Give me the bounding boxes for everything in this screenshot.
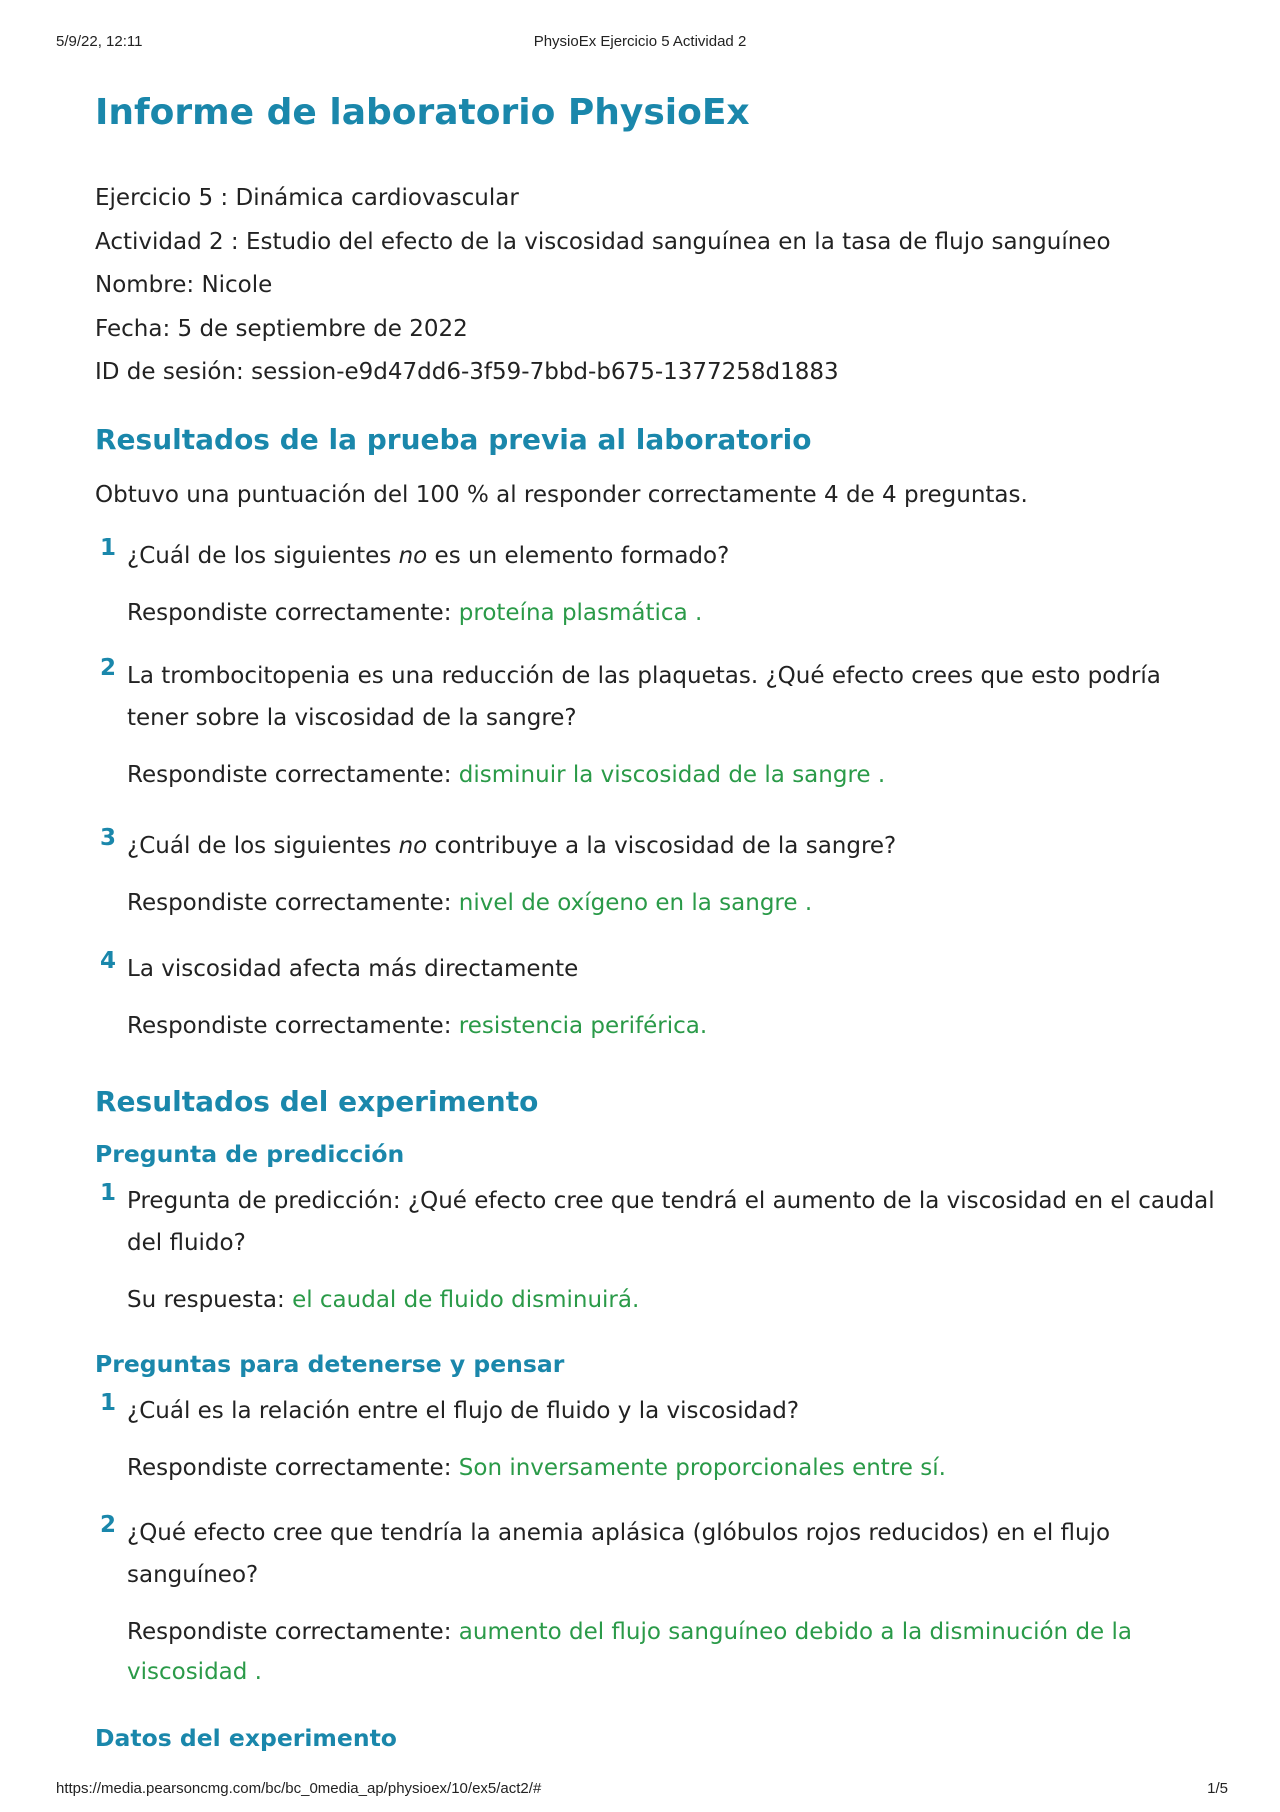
prediction-question [95,1180,1220,1320]
prelab-heading: Resultados de la prueba previa al laboratorio [95,423,812,456]
answer-value: el caudal de fluido disminuirá. [292,1287,640,1313]
answer-label: Respondiste correctamente: [127,762,452,788]
question-number: 2 [100,655,117,681]
prelab-question [95,825,1220,923]
exercise-line: Ejercicio 5 : Dinámica cardiovascular [95,185,519,211]
answer-value: aumento del flujo sanguíneo debido a la disminución de la viscosidad . [127,1619,1132,1685]
experiment-heading: Resultados del experimento [95,1085,539,1118]
stop-think-question [95,1512,1220,1692]
question-answer [127,1280,1220,1320]
answer-label: Respondiste correctamente: [127,890,452,916]
question-number: 1 [100,535,117,561]
answer-value: nivel de oxígeno en la sangre . [458,890,813,916]
experiment-data-heading: Datos del experimento [95,1724,397,1752]
stop-think-heading: Preguntas para detenerse y pensar [95,1350,565,1378]
question-number: 2 [100,1512,117,1538]
question-number: 3 [100,825,117,851]
stop-think-question [95,1390,1220,1488]
question-answer [127,593,1220,633]
question-answer [127,755,1220,795]
answer-label: Respondiste correctamente: [127,1013,452,1039]
answer-value: proteína plasmática . [458,600,703,626]
report-title: Informe de laboratorio PhysioEx [95,92,750,133]
answer-value: resistencia periférica. [458,1013,708,1039]
answer-label: Respondiste correctamente: [127,1619,452,1645]
print-page-title: PhysioEx Ejercicio 5 Actividad 2 [533,33,747,50]
print-datetime: 5/9/22, 12:11 [56,33,143,50]
name-line: Nombre: Nicole [95,272,273,298]
print-header [0,33,1280,53]
question-text: La viscosidad afecta más directamente [127,956,579,982]
answer-value: disminuir la viscosidad de la sangre . [458,762,886,788]
print-url: https://media.pearsoncmg.com/bc/bc_0media_ap/physioex/10/ex5/act2/# [56,1780,542,1797]
question-text: ¿Cuál es la relación entre el flujo de fluido y la viscosidad? [127,1398,800,1424]
question-answer [127,1006,1220,1046]
activity-line: Actividad 2 : Estudio del efecto de la viscosidad sanguínea en la tasa de flujo sanguíneo [95,228,1111,255]
question-text: ¿Cuál de los siguientes no contribuye a la viscosidad de la sangre? [127,833,897,859]
date-line: Fecha: 5 de septiembre de 2022 [95,315,468,342]
prelab-question [95,655,1220,795]
print-page-number: 1/5 [1207,1780,1228,1797]
question-number: 1 [100,1180,117,1206]
prediction-heading: Pregunta de predicción [95,1140,405,1168]
answer-label: Su respuesta: [127,1287,285,1313]
question-text: ¿Cuál de los siguientes no es un elemento formado? [127,543,730,569]
report-meta [95,177,1111,395]
session-id-line: ID de sesión: session-e9d47dd6-3f59-7bbd-b675-1377258d1883 [95,359,839,385]
answer-label: Respondiste correctamente: [127,600,452,626]
answer-label: Respondiste correctamente: [127,1455,452,1481]
prelab-question [95,535,1220,633]
question-answer [127,1448,1220,1488]
prelab-score: Obtuvo una puntuación del 100 % al responder correctamente 4 de 4 preguntas. [95,482,1028,508]
answer-value: Son inversamente proporcionales entre sí. [458,1455,946,1481]
print-footer [0,1780,1280,1800]
question-answer [127,1612,1220,1692]
question-number: 1 [100,1390,117,1416]
question-text: ¿Qué efecto cree que tendría la anemia aplásica (glóbulos rojos reducidos) en el flujo sanguíneo? [127,1520,1111,1588]
question-text: Pregunta de predicción: ¿Qué efecto cree que tendrá el aumento de la viscosidad en el caudal del fluido? [127,1188,1215,1256]
question-number: 4 [100,948,117,974]
prelab-question [95,948,1220,1046]
question-answer [127,883,1220,923]
question-text: La trombocitopenia es una reducción de las plaquetas. ¿Qué efecto crees que esto podría tener sobre la viscosidad de la sangre? [127,663,1161,731]
